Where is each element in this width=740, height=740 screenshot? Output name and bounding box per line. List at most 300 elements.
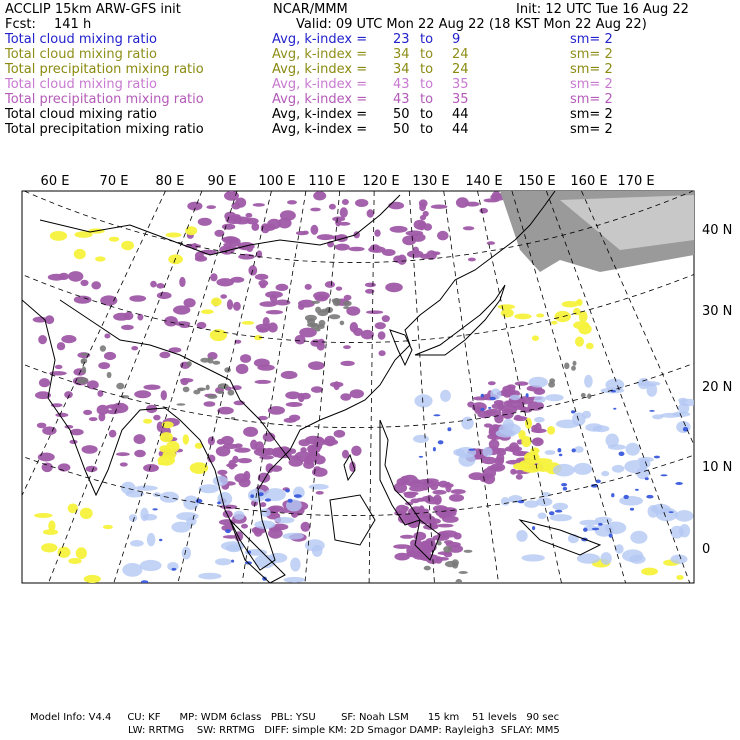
gray-cloud-blob bbox=[340, 321, 345, 326]
light-blue-cloud-blob bbox=[622, 549, 643, 562]
purple-cloud-blob bbox=[234, 473, 248, 483]
blue-cloud-blob bbox=[433, 447, 436, 451]
blue-cloud-blob bbox=[265, 498, 271, 501]
blue-cloud-blob bbox=[611, 493, 614, 497]
purple-cloud-blob bbox=[516, 474, 523, 480]
field-k-from: 34 bbox=[393, 62, 410, 77]
purple-cloud-blob bbox=[348, 247, 364, 252]
light-blue-cloud-blob bbox=[615, 544, 624, 554]
purple-cloud-blob bbox=[485, 411, 497, 415]
purple-cloud-blob bbox=[342, 199, 349, 205]
light-blue-cloud-blob bbox=[626, 443, 640, 456]
purple-cloud-blob bbox=[449, 494, 464, 502]
light-blue-cloud-blob bbox=[461, 417, 473, 430]
blue-cloud-blob bbox=[630, 508, 634, 511]
yellow-cloud-blob bbox=[547, 426, 555, 435]
light-blue-cloud-blob bbox=[213, 476, 228, 486]
gray-cloud-blob bbox=[329, 314, 341, 319]
purple-cloud-blob bbox=[198, 218, 212, 226]
purple-cloud-blob bbox=[468, 258, 476, 262]
purple-cloud-blob bbox=[216, 446, 231, 456]
light-blue-cloud-blob bbox=[482, 447, 492, 457]
purple-cloud-blob bbox=[305, 284, 312, 290]
purple-cloud-blob bbox=[366, 310, 383, 314]
blue-cloud-blob bbox=[613, 408, 616, 410]
blue-cloud-blob bbox=[563, 487, 567, 491]
gray-cloud-blob bbox=[183, 387, 190, 393]
gray-cloud-blob bbox=[307, 318, 315, 325]
purple-cloud-blob bbox=[437, 524, 454, 528]
gray-cloud-blob bbox=[445, 561, 457, 567]
purple-cloud-blob bbox=[311, 225, 319, 235]
purple-cloud-blob bbox=[382, 249, 396, 256]
field-name: Total precipitation mixing ratio bbox=[5, 92, 204, 107]
yellow-cloud-blob bbox=[676, 575, 683, 580]
field-to: to bbox=[420, 77, 434, 92]
purple-cloud-blob bbox=[301, 522, 311, 532]
purple-cloud-blob bbox=[210, 273, 217, 281]
light-blue-cloud-blob bbox=[440, 390, 451, 402]
purple-cloud-blob bbox=[61, 335, 76, 343]
purple-cloud-blob bbox=[217, 470, 227, 475]
purple-cloud-blob bbox=[223, 510, 233, 518]
yellow-cloud-blob bbox=[50, 231, 67, 241]
purple-cloud-blob bbox=[258, 473, 270, 483]
purple-cloud-blob bbox=[495, 457, 505, 466]
light-blue-cloud-blob bbox=[171, 522, 190, 533]
longitude-label: 70 E bbox=[99, 174, 129, 189]
purple-cloud-blob bbox=[134, 434, 146, 444]
field-name: Total precipitation mixing ratio bbox=[5, 62, 204, 77]
purple-cloud-blob bbox=[159, 352, 170, 359]
purple-cloud-blob bbox=[379, 350, 386, 356]
purple-cloud-blob bbox=[48, 274, 65, 281]
yellow-cloud-blob bbox=[514, 314, 531, 320]
yellow-cloud-blob bbox=[183, 434, 189, 444]
purple-cloud-blob bbox=[355, 199, 368, 207]
light-blue-cloud-blob bbox=[183, 496, 199, 510]
field-sm: sm= 2 bbox=[570, 107, 613, 122]
purple-cloud-blob bbox=[316, 491, 324, 495]
purple-cloud-blob bbox=[150, 281, 157, 288]
light-blue-cloud-blob bbox=[605, 379, 624, 392]
field-to: to bbox=[420, 92, 434, 107]
purple-cloud-blob bbox=[109, 430, 117, 438]
yellow-cloud-blob bbox=[555, 311, 571, 322]
longitude-label: 120 E bbox=[362, 174, 400, 189]
purple-cloud-blob bbox=[89, 417, 98, 421]
purple-cloud-blob bbox=[246, 213, 253, 218]
yellow-cloud-blob bbox=[158, 462, 166, 466]
blue-cloud-blob bbox=[649, 410, 655, 412]
latitude-line bbox=[0, 80, 740, 178]
purple-cloud-blob bbox=[298, 304, 305, 310]
purple-cloud-blob bbox=[532, 437, 544, 446]
purple-cloud-blob bbox=[263, 317, 270, 327]
light-blue-cloud-blob bbox=[619, 496, 643, 506]
purple-cloud-blob bbox=[37, 423, 47, 429]
blue-cloud-blob bbox=[447, 427, 451, 431]
latitude-label: 30 N bbox=[702, 304, 733, 319]
footer-line1: Model Info: V4.4 CU: KF MP: WDM 6class PBL: YSU SF: Noah LSM 15 km 51 levels 90 sec bbox=[30, 712, 560, 723]
purple-cloud-blob bbox=[336, 234, 348, 242]
yellow-cloud-blob bbox=[185, 226, 197, 235]
purple-cloud-blob bbox=[330, 382, 343, 388]
light-blue-cloud-blob bbox=[675, 510, 693, 522]
blue-cloud-blob bbox=[419, 456, 423, 458]
field-sm: sm= 2 bbox=[570, 77, 613, 92]
gray-cloud-blob bbox=[343, 301, 352, 307]
blue-cloud-blob bbox=[635, 489, 639, 491]
purple-cloud-blob bbox=[157, 292, 172, 299]
purple-cloud-blob bbox=[289, 458, 304, 467]
blue-cloud-blob bbox=[660, 474, 667, 476]
purple-cloud-blob bbox=[492, 191, 501, 200]
purple-cloud-blob bbox=[137, 314, 143, 321]
purple-cloud-blob bbox=[487, 241, 495, 245]
purple-cloud-blob bbox=[281, 371, 298, 379]
purple-cloud-blob bbox=[286, 402, 303, 407]
light-blue-cloud-blob bbox=[574, 463, 593, 475]
purple-cloud-blob bbox=[250, 440, 257, 450]
field-name: Total precipitation mixing ratio bbox=[5, 122, 204, 137]
purple-cloud-blob bbox=[236, 364, 249, 374]
light-blue-cloud-blob bbox=[534, 396, 546, 403]
longitude-label: 100 E bbox=[258, 174, 296, 189]
light-blue-cloud-blob bbox=[182, 547, 191, 560]
field-name: Total cloud mixing ratio bbox=[5, 32, 158, 47]
light-blue-cloud-blob bbox=[284, 577, 306, 583]
purple-cloud-blob bbox=[484, 423, 492, 427]
blue-cloud-blob bbox=[488, 407, 491, 409]
yellow-cloud-blob bbox=[74, 249, 86, 259]
purple-cloud-blob bbox=[531, 429, 546, 434]
longitude-label: 90 E bbox=[207, 174, 237, 189]
purple-cloud-blob bbox=[424, 481, 436, 487]
gray-cloud-blob bbox=[443, 546, 452, 553]
field-k-from: 50 bbox=[393, 107, 410, 122]
longitude-labels bbox=[41, 174, 655, 189]
field-to: to bbox=[420, 32, 434, 47]
purple-cloud-blob bbox=[370, 244, 381, 252]
purple-cloud-blob bbox=[310, 208, 321, 212]
purple-cloud-blob bbox=[235, 198, 246, 208]
yellow-cloud-blob bbox=[579, 311, 588, 323]
blue-cloud-blob bbox=[555, 510, 563, 513]
field-sm: sm= 2 bbox=[570, 47, 613, 62]
yellow-cloud-blob bbox=[95, 256, 105, 261]
purple-cloud-blob bbox=[473, 396, 488, 400]
field-name: Total cloud mixing ratio bbox=[5, 77, 158, 92]
blue-cloud-blob bbox=[592, 528, 599, 531]
purple-cloud-blob bbox=[317, 234, 335, 240]
purple-cloud-blob bbox=[99, 413, 106, 422]
purple-cloud-blob bbox=[74, 296, 92, 304]
blue-cloud-blob bbox=[583, 528, 588, 532]
purple-cloud-blob bbox=[325, 281, 335, 288]
yellow-cloud-blob bbox=[641, 568, 658, 576]
field-to: to bbox=[420, 47, 434, 62]
yellow-cloud-blob bbox=[578, 324, 591, 335]
purple-cloud-blob bbox=[335, 244, 350, 251]
purple-cloud-blob bbox=[143, 464, 159, 472]
purple-cloud-blob bbox=[38, 453, 55, 462]
yellow-cloud-blob bbox=[201, 309, 214, 314]
blue-cloud-blob bbox=[624, 495, 629, 499]
gray-cloud-blob bbox=[549, 378, 555, 383]
purple-cloud-blob bbox=[474, 406, 481, 414]
purple-cloud-blob bbox=[353, 328, 363, 336]
yellow-cloud-blob bbox=[586, 343, 594, 350]
gray-cloud-blob bbox=[77, 377, 88, 384]
light-blue-cloud-blob bbox=[584, 375, 593, 388]
light-blue-cloud-blob bbox=[458, 453, 475, 467]
light-blue-cloud-blob bbox=[553, 503, 569, 511]
light-blue-cloud-blob bbox=[176, 512, 198, 520]
purple-cloud-blob bbox=[502, 386, 515, 393]
light-blue-cloud-blob bbox=[556, 420, 579, 429]
purple-cloud-blob bbox=[338, 222, 351, 226]
purple-cloud-blob bbox=[216, 278, 234, 286]
purple-cloud-blob bbox=[260, 283, 266, 288]
gray-cloud-blob bbox=[218, 383, 229, 389]
yellow-cloud-blob bbox=[242, 321, 254, 325]
field-to: to bbox=[420, 122, 434, 137]
purple-cloud-blob bbox=[410, 498, 419, 503]
purple-cloud-blob bbox=[300, 447, 307, 453]
purple-cloud-blob bbox=[388, 202, 404, 210]
yellow-cloud-blob bbox=[84, 575, 101, 583]
gray-cloud-blob bbox=[464, 550, 473, 553]
yellow-cloud-blob bbox=[521, 436, 531, 447]
org-label: NCAR/MMM bbox=[273, 2, 348, 17]
light-blue-cloud-blob bbox=[679, 524, 690, 537]
purple-cloud-blob bbox=[304, 458, 314, 465]
purple-cloud-blob bbox=[219, 519, 236, 525]
field-k-from: 50 bbox=[393, 122, 410, 137]
purple-cloud-blob bbox=[465, 202, 479, 207]
blue-cloud-blob bbox=[288, 499, 293, 503]
gray-cloud-blob bbox=[228, 390, 235, 396]
purple-cloud-blob bbox=[437, 231, 448, 241]
purple-cloud-blob bbox=[487, 465, 502, 470]
blue-cloud-blob bbox=[675, 482, 683, 485]
purple-cloud-blob bbox=[227, 299, 233, 310]
purple-cloud-blob bbox=[375, 322, 386, 329]
purple-cloud-blob bbox=[222, 224, 235, 230]
light-blue-cloud-blob bbox=[413, 435, 429, 443]
gray-cloud-blob bbox=[459, 571, 468, 574]
purple-cloud-blob bbox=[340, 207, 348, 217]
purple-cloud-blob bbox=[367, 209, 374, 217]
purple-cloud-blob bbox=[161, 390, 167, 400]
purple-cloud-blob bbox=[343, 345, 351, 349]
light-blue-cloud-blob bbox=[671, 555, 688, 564]
purple-cloud-blob bbox=[403, 492, 418, 496]
light-blue-cloud-blob bbox=[524, 500, 539, 508]
purple-cloud-blob bbox=[55, 365, 63, 369]
purple-cloud-blob bbox=[344, 295, 352, 301]
purple-cloud-blob bbox=[121, 325, 134, 330]
light-blue-cloud-blob bbox=[135, 485, 158, 490]
light-blue-cloud-blob bbox=[198, 573, 221, 580]
yellow-cloud-blob bbox=[536, 314, 544, 318]
purple-cloud-blob bbox=[253, 203, 265, 207]
longitude-label: 80 E bbox=[155, 174, 185, 189]
light-blue-cloud-blob bbox=[601, 471, 609, 476]
purple-cloud-blob bbox=[106, 410, 120, 415]
blue-cloud-blob bbox=[549, 511, 555, 515]
valid-time: Valid: 09 UTC Mon 22 Aug 22 (18 KST Mon 22 Aug 22) bbox=[296, 17, 647, 32]
longitude-label: 130 E bbox=[412, 174, 450, 189]
light-blue-cloud-blob bbox=[538, 513, 547, 520]
light-blue-cloud-blob bbox=[160, 492, 179, 503]
model-title: ACCLIP 15km ARW-GFS init bbox=[5, 2, 181, 17]
purple-cloud-blob bbox=[55, 413, 68, 417]
purple-cloud-blob bbox=[134, 390, 151, 398]
field-to: to bbox=[420, 107, 434, 122]
yellow-cloud-blob bbox=[121, 241, 134, 251]
gray-cloud-blob bbox=[116, 383, 124, 390]
light-blue-cloud-blob bbox=[582, 411, 591, 419]
purple-cloud-blob bbox=[234, 443, 242, 448]
purple-cloud-blob bbox=[287, 200, 297, 204]
purple-cloud-blob bbox=[220, 505, 237, 510]
purple-cloud-blob bbox=[157, 422, 164, 432]
purple-cloud-blob bbox=[419, 203, 426, 211]
gray-cloud-blob bbox=[193, 390, 200, 395]
purple-cloud-blob bbox=[451, 489, 466, 494]
purple-cloud-blob bbox=[195, 256, 207, 262]
gray-cloud-blob bbox=[573, 361, 577, 366]
purple-cloud-blob bbox=[220, 294, 227, 299]
light-blue-cloud-blob bbox=[130, 540, 144, 547]
light-blue-cloud-blob bbox=[656, 508, 678, 522]
purple-cloud-blob bbox=[116, 452, 130, 456]
gray-cloud-blob bbox=[343, 306, 349, 309]
yellow-cloud-blob bbox=[575, 337, 584, 347]
yellow-cloud-blob bbox=[530, 447, 539, 454]
purple-cloud-blob bbox=[208, 437, 215, 446]
light-blue-cloud-blob bbox=[290, 558, 300, 572]
purple-cloud-blob bbox=[80, 280, 88, 286]
light-blue-cloud-blob bbox=[501, 497, 510, 506]
blue-cloud-blob bbox=[172, 568, 177, 571]
light-blue-cloud-blob bbox=[121, 482, 136, 494]
latitude-label: 10 N bbox=[702, 460, 733, 475]
blue-cloud-blob bbox=[433, 414, 440, 416]
blue-cloud-blob bbox=[285, 489, 290, 493]
light-blue-cloud-blob bbox=[606, 434, 619, 448]
blue-cloud-blob bbox=[558, 448, 562, 452]
gray-cloud-blob bbox=[212, 361, 220, 365]
purple-cloud-blob bbox=[400, 476, 410, 485]
blue-cloud-blob bbox=[646, 495, 653, 499]
purple-cloud-blob bbox=[329, 204, 336, 210]
gray-cloud-blob bbox=[581, 393, 586, 398]
purple-cloud-blob bbox=[418, 222, 425, 231]
latitude-label: 0 bbox=[702, 542, 711, 557]
purple-cloud-blob bbox=[264, 448, 275, 455]
purple-cloud-blob bbox=[510, 469, 516, 475]
blue-cloud-blob bbox=[225, 529, 231, 533]
field-k-to: 35 bbox=[452, 92, 469, 107]
purple-cloud-blob bbox=[382, 315, 390, 322]
latitude-labels bbox=[702, 223, 732, 557]
gray-cloud-blob bbox=[82, 367, 87, 374]
purple-cloud-blob bbox=[431, 522, 437, 528]
purple-cloud-blob bbox=[104, 334, 110, 339]
purple-cloud-blob bbox=[334, 430, 346, 438]
purple-cloud-blob bbox=[238, 254, 255, 260]
light-blue-cloud-blob bbox=[516, 530, 527, 542]
purple-cloud-blob bbox=[98, 362, 110, 369]
field-avg-label: Avg, k-index = bbox=[272, 122, 368, 137]
blue-cloud-blob bbox=[645, 477, 649, 480]
yellow-cloud-blob bbox=[68, 558, 81, 564]
gray-cloud-blob bbox=[107, 372, 112, 378]
gray-cloud-blob bbox=[224, 367, 231, 372]
purple-cloud-blob bbox=[385, 283, 403, 293]
init-time: Init: 12 UTC Tue 16 Aug 22 bbox=[516, 2, 689, 17]
latitude-label: 40 N bbox=[702, 223, 733, 238]
field-k-from: 23 bbox=[393, 32, 410, 47]
purple-cloud-blob bbox=[237, 458, 252, 463]
purple-cloud-blob bbox=[303, 231, 309, 235]
yellow-cloud-blob bbox=[525, 418, 532, 429]
yellow-cloud-blob bbox=[519, 463, 528, 467]
gray-cloud-blob bbox=[334, 298, 340, 303]
purple-cloud-blob bbox=[260, 502, 266, 507]
purple-cloud-blob bbox=[396, 505, 408, 514]
purple-cloud-blob bbox=[342, 450, 349, 459]
latitude-label: 20 N bbox=[702, 380, 733, 395]
yellow-cloud-blob bbox=[41, 543, 57, 552]
fcst-value: 141 h bbox=[54, 17, 92, 32]
field-name: Total cloud mixing ratio bbox=[5, 47, 158, 62]
light-blue-cloud-blob bbox=[534, 417, 545, 423]
light-blue-cloud-blob bbox=[550, 514, 572, 521]
blue-cloud-blob bbox=[468, 449, 475, 451]
light-blue-cloud-blob bbox=[545, 394, 563, 401]
field-k-to: 44 bbox=[452, 122, 469, 137]
field-k-to: 9 bbox=[452, 32, 461, 47]
purple-cloud-blob bbox=[311, 386, 323, 393]
blue-cloud-blob bbox=[196, 499, 203, 503]
longitude-label: 150 E bbox=[518, 174, 556, 189]
field-sm: sm= 2 bbox=[570, 92, 613, 107]
purple-cloud-blob bbox=[378, 331, 386, 340]
purple-cloud-blob bbox=[463, 226, 475, 230]
light-blue-cloud-blob bbox=[499, 423, 521, 435]
light-blue-cloud-blob bbox=[261, 509, 271, 517]
field-sm: sm= 2 bbox=[570, 32, 613, 47]
yellow-cloud-blob bbox=[211, 298, 222, 307]
purple-cloud-blob bbox=[254, 359, 270, 368]
light-blue-cloud-blob bbox=[122, 563, 142, 577]
blue-cloud-blob bbox=[526, 393, 529, 397]
gray-cloud-blob bbox=[571, 366, 576, 371]
purple-cloud-blob bbox=[280, 210, 296, 221]
purple-cloud-blob bbox=[421, 541, 429, 549]
field-avg-label: Avg, k-index = bbox=[272, 77, 368, 92]
purple-cloud-blob bbox=[259, 301, 277, 307]
footer-line2: LW: RRTMG SW: RRTMG DIFF: simple KM: 2D Smagor DAMP: Rayleigh3 SFLAY: MM5 bbox=[128, 725, 560, 736]
purple-cloud-blob bbox=[82, 445, 98, 454]
gray-cloud-blob bbox=[424, 566, 431, 571]
field-avg-label: Avg, k-index = bbox=[272, 62, 368, 77]
blue-cloud-blob bbox=[250, 494, 254, 498]
